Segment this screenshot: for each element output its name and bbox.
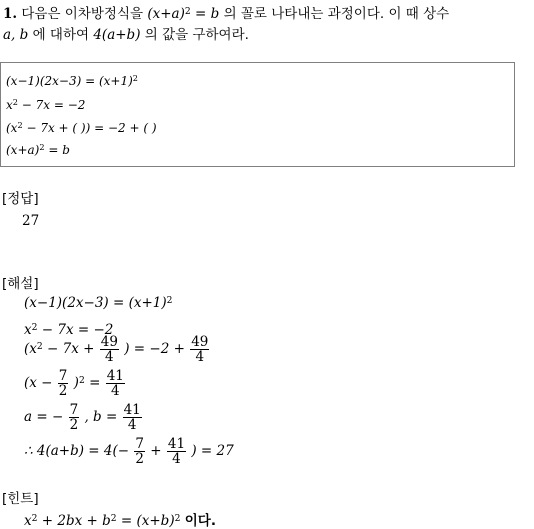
process-line-4: $(x+a)^2 = b$ bbox=[6, 142, 70, 157]
question-line-1 bbox=[3, 2, 449, 22]
fraction: $\frac{41}{4}$ bbox=[167, 436, 186, 468]
explanation-line-5: a = − $\frac{7}{2}$ , b = $\frac{41}{4}$ bbox=[24, 402, 141, 434]
explanation-line-4: (x − $\frac{7}{2}$ )$^2$ = $\frac{41}{4}$ bbox=[24, 368, 124, 400]
fraction: $\frac{7}{2}$ bbox=[135, 436, 144, 468]
answer-value: 27 bbox=[22, 213, 40, 229]
explanation-line-2: $x^2 - 7x = -2$ bbox=[24, 321, 114, 338]
question-line-2 bbox=[3, 23, 249, 43]
question-expression: 4(a+b) bbox=[93, 27, 141, 43]
explanation-line-3: ($x^2 - 7x$ + $\frac{49}{4}$ ) = −2 + $\frac{49}{4}$ bbox=[24, 334, 209, 366]
process-line-2: $x^2 - 7x = -2$ bbox=[6, 97, 86, 112]
hint-tail: 이다. bbox=[184, 513, 216, 529]
fraction: $\frac{7}{2}$ bbox=[58, 368, 68, 400]
explanation-label: [해설] bbox=[2, 276, 39, 292]
fraction: $\frac{41}{4}$ bbox=[123, 402, 141, 434]
question-constants: a, b bbox=[3, 27, 29, 43]
fraction: $\frac{7}{2}$ bbox=[69, 402, 79, 434]
fraction: $\frac{41}{4}$ bbox=[106, 368, 124, 400]
fraction: $\frac{49}{4}$ bbox=[100, 334, 118, 366]
question-text-2: 에 대하여 bbox=[32, 27, 90, 43]
hint-label: [힌트] bbox=[2, 491, 39, 507]
question-text-2-tail: 의 값을 구하여라. bbox=[144, 27, 249, 43]
hint-line: $x^2 + 2bx + b^2 = (x+b)^2$ 이다. bbox=[24, 512, 216, 529]
question-text-1-tail: 의 꼴로 나타내는 과정이다. 이 때 상수 bbox=[223, 6, 450, 22]
question-text-1: 다음은 이차방정식을 bbox=[21, 6, 144, 22]
explanation-line-1: $(x-1)(2x-3) = (x+1)^2$ bbox=[24, 294, 173, 311]
process-line-3: ($x^2 - 7x$ + ( )) = −2 + ( ) bbox=[6, 120, 157, 135]
answer-label: [정답] bbox=[2, 191, 39, 207]
explanation-line-6: ∴ 4(a+b) = 4(− $\frac{7}{2}$ + $\frac{41}{4}$ ) = 27 bbox=[24, 436, 234, 468]
fraction: $\frac{49}{4}$ bbox=[191, 334, 209, 366]
question-target-form: $(x+a)^2 = b$ bbox=[147, 5, 220, 22]
question-number: 1. bbox=[3, 6, 18, 22]
process-line-1: $(x-1)(2x-3) = (x+1)^2$ bbox=[6, 73, 138, 88]
